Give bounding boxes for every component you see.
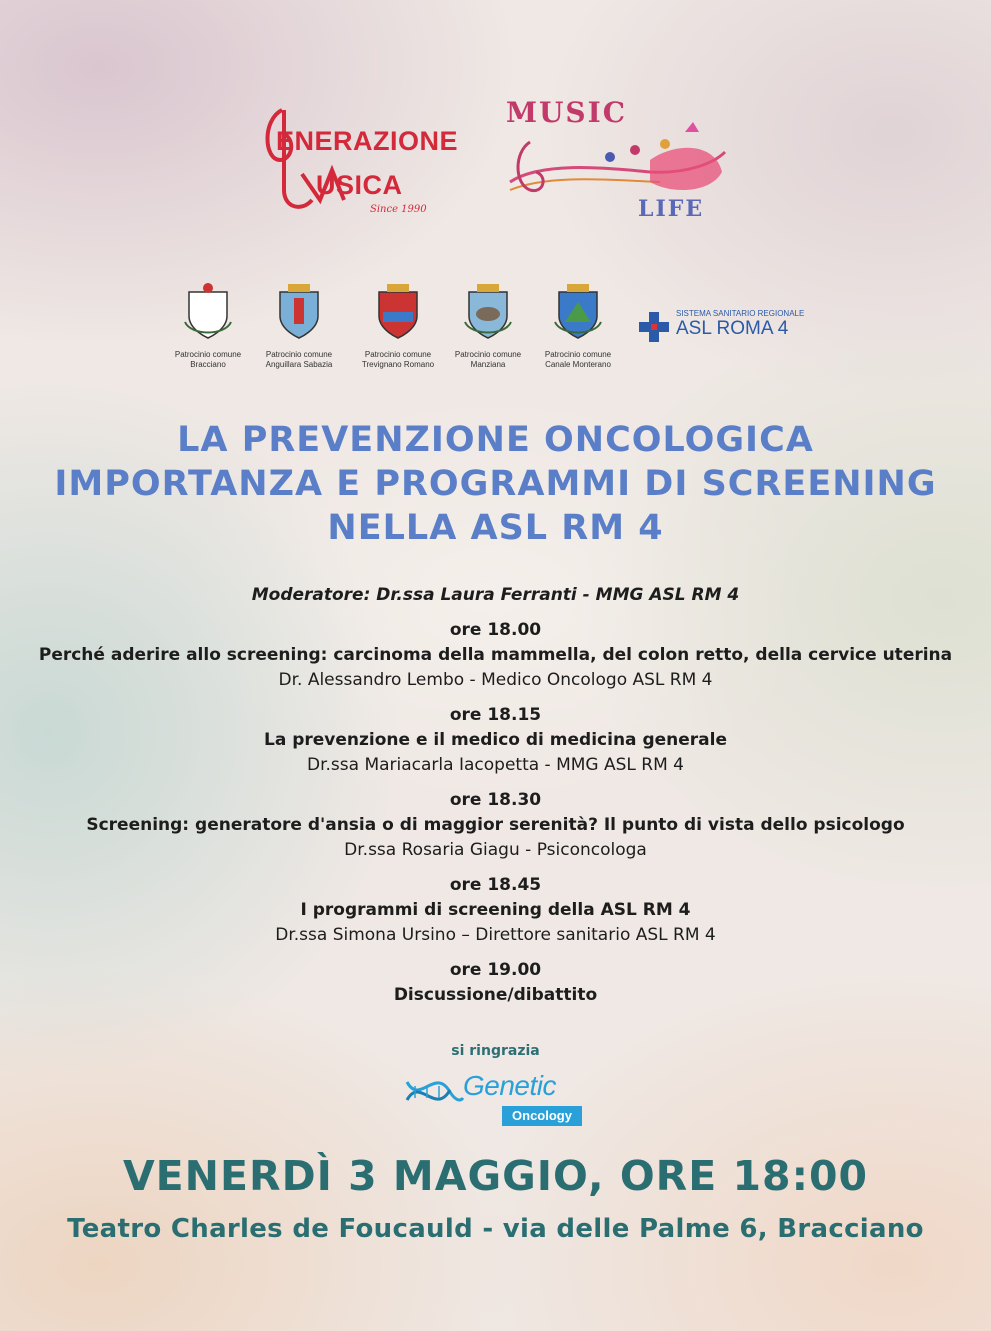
event-place: Teatro Charles de Foucauld - via delle Palme 6, Bracciano	[67, 1214, 924, 1244]
crest-label-1: Patrocinio comune	[454, 350, 522, 359]
program-item	[0, 873, 991, 948]
crest-manziana	[448, 282, 528, 370]
program-talk: La prevenzione e il medico di medicina generale	[263, 730, 727, 750]
event-title	[0, 418, 991, 550]
sponsor-name: Genetic	[463, 1070, 556, 1101]
crest-anguillara	[259, 282, 339, 370]
crest-icon	[181, 282, 235, 342]
crest-bracciano	[168, 282, 248, 370]
crest-trevignano	[358, 282, 438, 370]
medical-cross-icon	[638, 310, 670, 344]
program-talk: Discussione/dibattito	[393, 985, 598, 1005]
crest-label-1: Patrocinio comune	[544, 350, 612, 359]
program-time: ore 18.00	[449, 620, 542, 640]
program-talk: Screening: generatore d'ansia o di maggior serenità? Il punto di vista dello psicologo	[86, 815, 905, 835]
logo-text-line2: USICA	[316, 170, 403, 200]
program-item	[0, 958, 991, 1008]
program-speaker: Dr. Alessandro Lembo - Medico Oncologo ASL RM 4	[278, 670, 713, 690]
moderator: Moderatore: Dr.ssa Laura Ferranti - MMG ASL RM 4	[251, 585, 740, 605]
event-date: VENERDÌ 3 MAGGIO, ORE 18:00	[122, 1152, 869, 1200]
sponsor-sub: Oncology	[502, 1106, 582, 1126]
crest-label-2: Anguillara Sabazia	[265, 360, 333, 369]
crest-label-1: Patrocinio comune	[265, 350, 333, 359]
logo-since: Since 1990	[370, 204, 427, 215]
program-talk: Perché aderire allo screening: carcinoma della mammella, del colon retto, della cervice uterina	[38, 645, 953, 665]
music-life-logo	[500, 92, 730, 227]
crest-icon	[371, 282, 425, 342]
thanks-text: si ringrazia	[451, 1043, 540, 1059]
crest-icon	[461, 282, 515, 342]
crest-label-2: Bracciano	[190, 360, 226, 369]
crest-canale-monterano	[538, 282, 618, 370]
program-time: ore 18.30	[449, 790, 542, 810]
title-line-3: NELLA ASL RM 4	[327, 508, 664, 548]
genetic-oncology-logo	[405, 1068, 590, 1130]
crest-label-2: Trevignano Romano	[361, 360, 435, 369]
program-time: ore 18.15	[449, 705, 542, 725]
asl-name: ASL ROMA 4	[676, 318, 789, 339]
program-speaker: Dr.ssa Simona Ursino – Direttore sanitario ASL RM 4	[275, 925, 716, 945]
program-speaker: Dr.ssa Mariacarla Iacopetta - MMG ASL RM 4	[307, 755, 684, 775]
program-item	[0, 703, 991, 778]
program-time: ore 18.45	[449, 875, 542, 895]
program-speaker: Dr.ssa Rosaria Giagu - Psiconcologa	[344, 840, 647, 860]
crest-label-1: Patrocinio comune	[364, 350, 432, 359]
crest-label-2: Canale Monterano	[545, 360, 611, 369]
asl-subtitle: SISTEMA SANITARIO REGIONALE	[676, 309, 805, 318]
logo-life-text: LIFE	[638, 196, 705, 222]
program-time: ore 19.00	[449, 960, 542, 980]
program-talk: I programmi di screening della ASL RM 4	[300, 900, 691, 920]
generazione-musica-logo	[262, 90, 459, 220]
crest-label-1: Patrocinio comune	[174, 350, 242, 359]
crest-icon	[551, 282, 605, 342]
crest-label-2: Manziana	[470, 360, 506, 369]
title-line-2: IMPORTANZA E PROGRAMMI DI SCREENING	[54, 464, 937, 504]
program	[0, 583, 991, 1018]
dna-helix-icon	[405, 1072, 465, 1112]
program-item	[0, 618, 991, 693]
crest-icon	[272, 282, 326, 342]
logo-text-line1: ENERAZIONE	[276, 126, 459, 156]
asl-roma4-logo	[636, 306, 836, 346]
title-line-1: LA PREVENZIONE ONCOLOGICA	[177, 420, 814, 460]
program-item	[0, 788, 991, 863]
logo-music-text: MUSIC	[506, 96, 628, 129]
